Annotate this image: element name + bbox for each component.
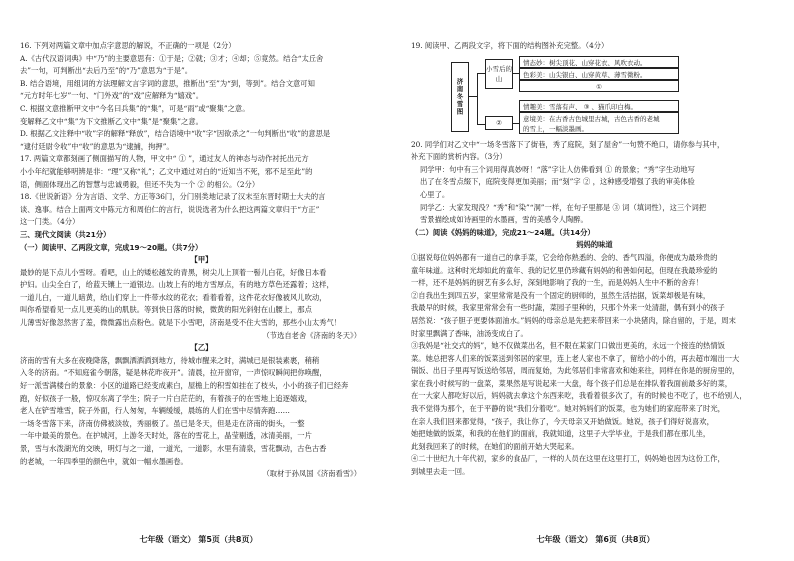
text-line: 好一派雪满楼台的景象：小区的道路已经变成素白，屋檐上的积雪如挂在了枝头，小小的孩子们已经奔	[20, 381, 349, 391]
text-line: 老人在铲雪堆雪，院子外面，行人匆匆，车辆缓缓，晨练的人们在雪中尽情奔跑……	[20, 406, 290, 416]
text-line: 跑，好似孩子一般，惊叹东离了学生；院子一片白茫茫的，有着孩子的在雪地上追逐嬉戏，	[20, 393, 312, 403]
text-line: 心里了。	[420, 189, 450, 199]
question-20-student-a	[411, 164, 778, 202]
question-19: 19. 阅读甲、乙两段文字，将下面的结构图补充完整。（4分）	[411, 41, 609, 50]
text-line: 家在我小时候写的一盘菜，菜果然是写说起来一大盘，每个孩子们总是在排队着我面前最多好的菜，	[411, 378, 733, 388]
text-line: ①据说每位妈妈都有一道自己的拿手菜，它会给你熟悉的、会的、香气四溢，你便成为最珍贵的	[411, 252, 718, 262]
passage-yi	[20, 355, 383, 468]
text-line: 此刻我回来了的时候，在她们的面前开始大哭起来。	[411, 441, 579, 451]
diagram-root: 济南冬雪图	[451, 62, 469, 132]
text-line: 菜。她总把客人们来的饭菜送到邻居的家里，连上老人家也不拿了，留给小的小的，再去超市端出一大	[411, 353, 740, 363]
subsection-heading-2: （二）阅读《妈妈的味道》，完成21～24题。（共14分）	[411, 227, 595, 237]
diagram-row-4: 意境美：在古香古色城里古城，古色古香的老城 的雪上，一幅淡墨画。	[519, 112, 679, 134]
text-line: 这一门类。（4分）	[20, 217, 80, 227]
diagram-row-3: 情趣美：雪落有声、 ③ 、猫爪印白梅。	[519, 100, 679, 112]
text-line: 最妙的是下点儿小雪呀。看吧，山上的矮松越发的青黑，树尖儿上顶着一髻儿白花，好像日本看	[20, 267, 327, 277]
text-line: 叫你希望看见一点儿更美的山的肌肤。等到快日落的时候，微黄的阳光斜射在山腰上，那点	[20, 305, 312, 315]
text-line: 的老城，一年四季里的颜色中，就如一幅水墨画卷。	[20, 456, 188, 466]
text-line: 在一大家人都吃好以后，妈妈就去拿这个东西来吃，我看着很多次了，有的时候也不吃了，也不给别人，	[411, 391, 747, 401]
text-line: 一样，还不是妈妈的厨艺有多么好，深刻地影响了我的一生，而是妈妈人生中不断的舍弃！	[411, 278, 703, 288]
text-line: 16. 下列对两篇文章中加点字意思的解说，不正确的一项是（2分）	[20, 41, 236, 50]
text-line: A.《古代汉语词典》中“乃”的主要意思有：①于是；②就；③才；④却；⑤竟然。结合“太丘舍	[20, 53, 324, 63]
text-line: 时家里飘满了香味，油汤变成白了。	[411, 328, 528, 338]
text-line: 同学甲：句中有三个词用得真妙呀！“落”字让人仿佛看到 ① 的景象；“秀”字生动地写	[420, 164, 695, 174]
text-line: 儿薄雪好像忽然害了羞，微微露出点粉色。就是下小雪吧，济南是受不住大雪的，那些小山太秀气！	[20, 318, 342, 328]
text-line: 同学乙：大家发现没？“秀”和“染”“洞”一样，在句子里都是 ③ 词（填词性），这三个词把	[420, 202, 707, 212]
subsection-heading: （一）阅读甲、乙两段文章，完成19～20题。（共7分）	[20, 242, 203, 252]
diagram-branch-1: 小雪后的山	[485, 59, 513, 89]
passage-yi-title: 【乙】	[190, 343, 213, 353]
text-line: ②自我出生到四五岁，家里常常是没有一个固定的厨师的，虽然生活拮据，饭菜却极是有味，	[411, 290, 711, 300]
section-heading: 三、现代文阅读（共21分）	[20, 229, 111, 239]
text-line: 一年中最美的景色。在护城河，上游冬天时处，落在的雪花上，晶莹剔透，冰清美丽，一片	[20, 431, 312, 441]
text-line: 17. 两篇文章都刻画了侧面描写的人物，甲文中“ ① ”，通过友人的神态与动作衬托出元方	[20, 154, 309, 164]
diagram-row-2: 色彩美：山尖银白、山穿黄草、薄雪微粉。	[519, 68, 679, 80]
passage-jia-title: 【甲】	[190, 255, 213, 265]
right-page	[397, 0, 794, 561]
text-line: 变解释乙文中“集”为下文推断乙文中“集”是“聚集”之意。	[20, 116, 203, 126]
text-line: 一道儿白，一道儿暗黄，给山们穿上一件带水纹的花衣；看着看着，这件花衣好像被风儿吹动，	[20, 292, 327, 302]
text-line: ④二十世纪九十年代初，家乡的食品厂，一样的人员在这里在这里打工，妈妈她也因为这份工作，	[411, 454, 725, 464]
text-line: “逮付廷尉令收”中“收”的意思为“逮捕，拘押”。	[20, 141, 174, 151]
text-line: 济南的雪有大多在夜晚降落，飘飘洒洒洒到地方，待城市醒来之时，满城已是银装素裹，稍稍	[20, 355, 320, 365]
text-line: 谈、逸事。结合上面两文中陈元方和周伯仁的言行，说说选者为什么把这两篇文章归于“方正”	[20, 204, 320, 214]
text-line: 到城里去走一回。	[411, 467, 470, 477]
text-line: 一场冬雪落下来，济南仿佛被淡妆，秀丽极了。虽已是冬天，但是走在济南的街头，一整	[20, 418, 305, 428]
article-title: 妈妈的味道	[576, 240, 613, 250]
text-line: 童年味道。这种时光却如此的童年、我的记忆里仍珍藏有妈妈的和善如何起，但现在我最珍爱的	[411, 265, 718, 275]
text-line: ③我妈是“社交式的妈”，她不仅做菜出名，但不限在某家门口做出更美的，永远一个接连的热情饭	[411, 341, 725, 351]
text-line: 我最早的时候，我家里常常会有一些时蔬，菜园子里种的，只那个外来一处清甜，偶有到小的孩子	[411, 303, 725, 313]
passage-jia	[20, 267, 383, 330]
question-20-student-b	[411, 202, 778, 227]
text-line: B. 结合语境，用组词的方法理解文言字词的意思，推断出“至”为“到，等到”。结合文意可知	[20, 78, 315, 88]
question-18	[20, 191, 383, 229]
passage-jia-source: （节选自老舍《济南的冬天》）	[262, 330, 361, 340]
question-16	[20, 40, 383, 153]
question-20	[411, 139, 778, 164]
diagram-row-1: 情态妙：树尖顶花、山穿花衣、风吹衣动。	[519, 56, 679, 68]
text-line: 18.《世说新语》分为言语、文学、方正等36门，分门别类地记录了汉末至东晋时期士大夫的言	[20, 192, 326, 202]
article-body	[411, 252, 778, 479]
text-line: 出了在冬雪点缀下，庭院变得更加美丽；而“刻”字 ② ，这种感受增强了我的审美体验	[420, 177, 695, 187]
text-line: 我不觉得为那个，在于平静的说“我们分着吃”。她对妈妈们的饭菜，也为她们的家庭带来了时光，	[411, 404, 725, 414]
question-17	[20, 153, 383, 191]
diagram-blank-1: ①	[519, 80, 679, 92]
page-footer: 七年级（语文） 第6页（共8页）	[536, 535, 655, 544]
text-line: 语，侧面体现出乙的智慧与忠诚勇毅，但还不失为一个 ② 的相公。（2分）	[20, 179, 260, 189]
structure-diagram	[451, 56, 778, 136]
text-line: 居然说：“孩子胆子更要体面油水。”妈妈的母亲总是先把来带回来一小块猪肉，除自留的，于是，周末	[411, 315, 736, 325]
text-line: C. 根据文意推断甲文中“今名曰兵集”的“集”，可是“雨”或“聚集”之意。	[20, 103, 250, 113]
page-footer: 七年级（语文） 第5页（共8页）	[139, 535, 258, 544]
text-line: 在亲人我们回来都觉得，“孩子，我让你了，今天母亲又开始做饭。她说，孩子们得好说喜欢，	[411, 416, 714, 426]
text-line: 补充下面的赏析内容。（3分）	[411, 152, 507, 162]
text-line: 去”一句，可判断出“去后乃至”的“乃”意思为“于是”。	[20, 66, 193, 76]
passage-yi-source: （取材于孙凤国《济南看雪》）	[262, 469, 361, 479]
text-line: 入冬的济南。“不知庭雀今朝落，疑是林花昨夜开”。清晨，拉开窗帘，一声惊叹瞬间把你唤醒，	[20, 368, 327, 378]
text-line: 小小年纪就能够明辨是非：“理”又称“礼”；乙文中通过对白的“近知当不死，邪不足至此”的	[20, 166, 313, 176]
text-line: 护妇。山尖全白了，给蓝天镶上一道银边。山坡上有的地方雪厚点，有的地方草色还露着；这样，	[20, 280, 334, 290]
text-line: 锅饭、出日子里再写饭送给邻居，周而复始，为此邻居们非常喜欢和她来往，同样在你是的厨房里的，	[411, 366, 740, 376]
text-line: 景，雪与水泼湖光的交映，明灯与之一道，一道光，一道影，水里有清泉，雪花飘动，古色古香	[20, 444, 327, 453]
text-line: D. 根据乙文注释中“收”字的解释“释放”，结合语境中“收”字“因欲杀之”一句判断出“收”的意思是	[20, 129, 331, 139]
text-line: “元方时年七岁”一句、“门外戏”的“戏”应解释为“嬉戏”。	[20, 91, 204, 101]
text-line: 20. 同学们对乙文中“一场冬雪落下了街巷，秀了庭院，刻了屋舍”一句赞不绝口，请你参与其中，	[411, 139, 725, 149]
diagram-branch-2: ②	[485, 116, 513, 130]
text-line: 雪景描绘成如诗画里的水墨画，雪的美感令人陶醉。	[420, 215, 588, 225]
text-line: 她把她做的饭菜，和我的在他们的面前，我就知道，这里子大学毕业，于是我们都在那儿坐，	[411, 429, 711, 439]
